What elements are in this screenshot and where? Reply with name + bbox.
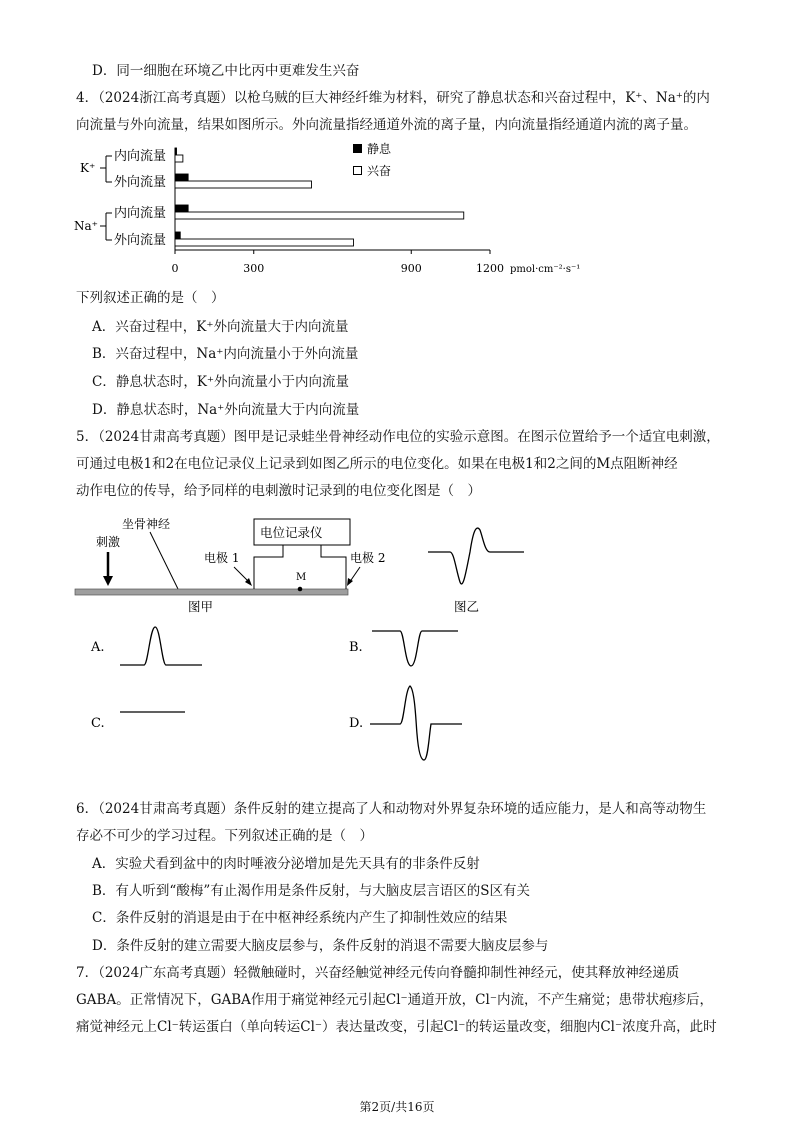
nerve-pointer xyxy=(150,532,178,589)
bar-rest-1 xyxy=(175,174,188,181)
bar-rest-3 xyxy=(175,232,180,239)
bar-rest-2 xyxy=(175,205,188,212)
nerve-fiber xyxy=(75,589,348,595)
q6-option-a: A．实验犬看到盆中的肉时唾液分泌增加是先天具有的非条件反射 xyxy=(92,856,480,872)
x-tick-label: 900 xyxy=(400,262,422,275)
q6-option-d: D．条件反射的建立需要大脑皮层参与，条件反射的消退不需要大脑皮层参与 xyxy=(92,938,549,954)
legend-swatch-rest xyxy=(353,144,362,153)
group-label-na: Na⁺ xyxy=(74,219,98,233)
electrode-wire xyxy=(254,545,283,589)
label-nerve: 坐骨神经 xyxy=(122,517,171,531)
bar-excite-3 xyxy=(175,239,354,246)
q6-option-c: C．条件反射的消退是由于在中枢神经系统内产生了抑制性效应的结果 xyxy=(92,910,508,926)
label-electrode-2: 电极 2 xyxy=(350,551,386,565)
x-tick-label: 1200 xyxy=(476,262,504,275)
trace-option-b xyxy=(372,631,458,666)
category-label-k-in: 内向流量 xyxy=(114,149,167,164)
category-label-k-out: 外向流量 xyxy=(114,175,167,190)
x-axis-unit: pmol·cm⁻²·s⁻¹ xyxy=(510,264,581,275)
q5-stem-line1: 5．（2024甘肃高考真题）图甲是记录蛙坐骨神经动作电位的实验示意图。在图示位置给予一个适宜电刺激， xyxy=(76,429,720,445)
q6-stem-line2: 存必不可少的学习过程。下列叙述正确的是（ ） xyxy=(76,828,373,844)
legend-swatch-excite xyxy=(354,167,362,175)
x-tick-label: 300 xyxy=(243,262,265,275)
point-m xyxy=(298,587,303,592)
caption-yi: 图乙 xyxy=(454,599,480,614)
q4-option-b: B．兴奋过程中，Na⁺内向流量小于外向流量 xyxy=(92,346,359,362)
group-label-k: K⁺ xyxy=(80,161,96,175)
q4-option-c: C．静息状态时，K⁺外向流量小于内向流量 xyxy=(92,374,350,390)
category-label-na-in: 内向流量 xyxy=(114,206,167,221)
option-label-d: D. xyxy=(349,716,364,731)
option-label-b: B. xyxy=(349,640,363,655)
q4-option-a: A．兴奋过程中，K⁺外向流量大于内向流量 xyxy=(92,319,349,335)
q7-stem-line3: 痛觉神经元上Cl⁻转运蛋白（单向转运Cl⁻）表达量改变，引起Cl⁻的转运量改变，细胞内Cl⁻浓度升高，此时 xyxy=(76,1019,717,1035)
page-footer: 第2页/共16页 xyxy=(359,1100,435,1114)
figure-jia xyxy=(75,516,385,614)
q4-stem-line1: 4．（2024浙江高考真题）以枪乌贼的巨大神经纤维为材料，研究了静息状态和兴奋过程中，K⁺、Na⁺的内 xyxy=(76,90,710,106)
label-stimulus: 刺激 xyxy=(96,535,121,549)
q5-figure xyxy=(70,510,540,775)
option-label-a: A. xyxy=(91,640,105,655)
trace-option-a xyxy=(120,627,202,665)
bar-excite-2 xyxy=(175,212,464,219)
q4-flux-chart xyxy=(70,138,610,280)
q5-stem-line3: 动作电位的传导，给予同样的电刺激时记录到的电位变化图是（ ） xyxy=(76,483,481,499)
option-label-c: C. xyxy=(91,716,105,731)
q5-stem-line2: 可通过电极1和2在电位记录仪上记录到如图乙所示的电位变化。如果在电极1和2之间的M点阻断神经 xyxy=(76,456,678,472)
legend-label-rest: 静息 xyxy=(367,142,392,156)
label-electrode-1: 电极 1 xyxy=(204,551,240,565)
trace-yi xyxy=(428,528,524,584)
q3-option-d: D．同一细胞在环境乙中比丙中更难发生兴奋 xyxy=(92,63,360,79)
stimulus-arrow xyxy=(103,576,113,586)
bar-excite-0 xyxy=(175,155,183,162)
legend-label-excite: 兴奋 xyxy=(367,164,392,178)
q7-stem-line2: GABA。正常情况下，GABA作用于痛觉神经元引起Cl⁻通道开放，Cl⁻内流，不产生痛觉；患带状疱疹后， xyxy=(76,992,713,1008)
trace-option-d xyxy=(370,686,462,760)
caption-jia: 图甲 xyxy=(188,599,214,614)
label-recorder: 电位记录仪 xyxy=(260,525,323,540)
label-m: M xyxy=(296,572,307,583)
q6-stem-line1: 6．（2024甘肃高考真题）条件反射的建立提高了人和动物对外界复杂环境的适应能力，是人和高等动物生 xyxy=(76,801,707,817)
bar-excite-1 xyxy=(175,181,312,188)
q7-stem-line1: 7．（2024广东高考真题）轻微触碰时，兴奋经触觉神经元传向脊髓抑制性神经元，使其释放神经递质 xyxy=(76,965,680,981)
bar-rest-0 xyxy=(175,148,177,155)
q4-stem-line2: 向流量与外向流量，结果如图所示。外向流量指经通道外流的离子量，内向流量指经通道内流的离子量。 xyxy=(76,117,697,133)
category-label-na-out: 外向流量 xyxy=(114,233,167,248)
q6-option-b: B．有人听到“酸梅”有止渴作用是条件反射，与大脑皮层言语区的S区有关 xyxy=(92,883,530,899)
figure-yi xyxy=(428,528,524,614)
q4-question: 下列叙述正确的是（ ） xyxy=(76,290,225,306)
q4-option-d: D．静息状态时，Na⁺外向流量大于内向流量 xyxy=(92,402,360,418)
x-tick-label: 0 xyxy=(171,262,179,275)
